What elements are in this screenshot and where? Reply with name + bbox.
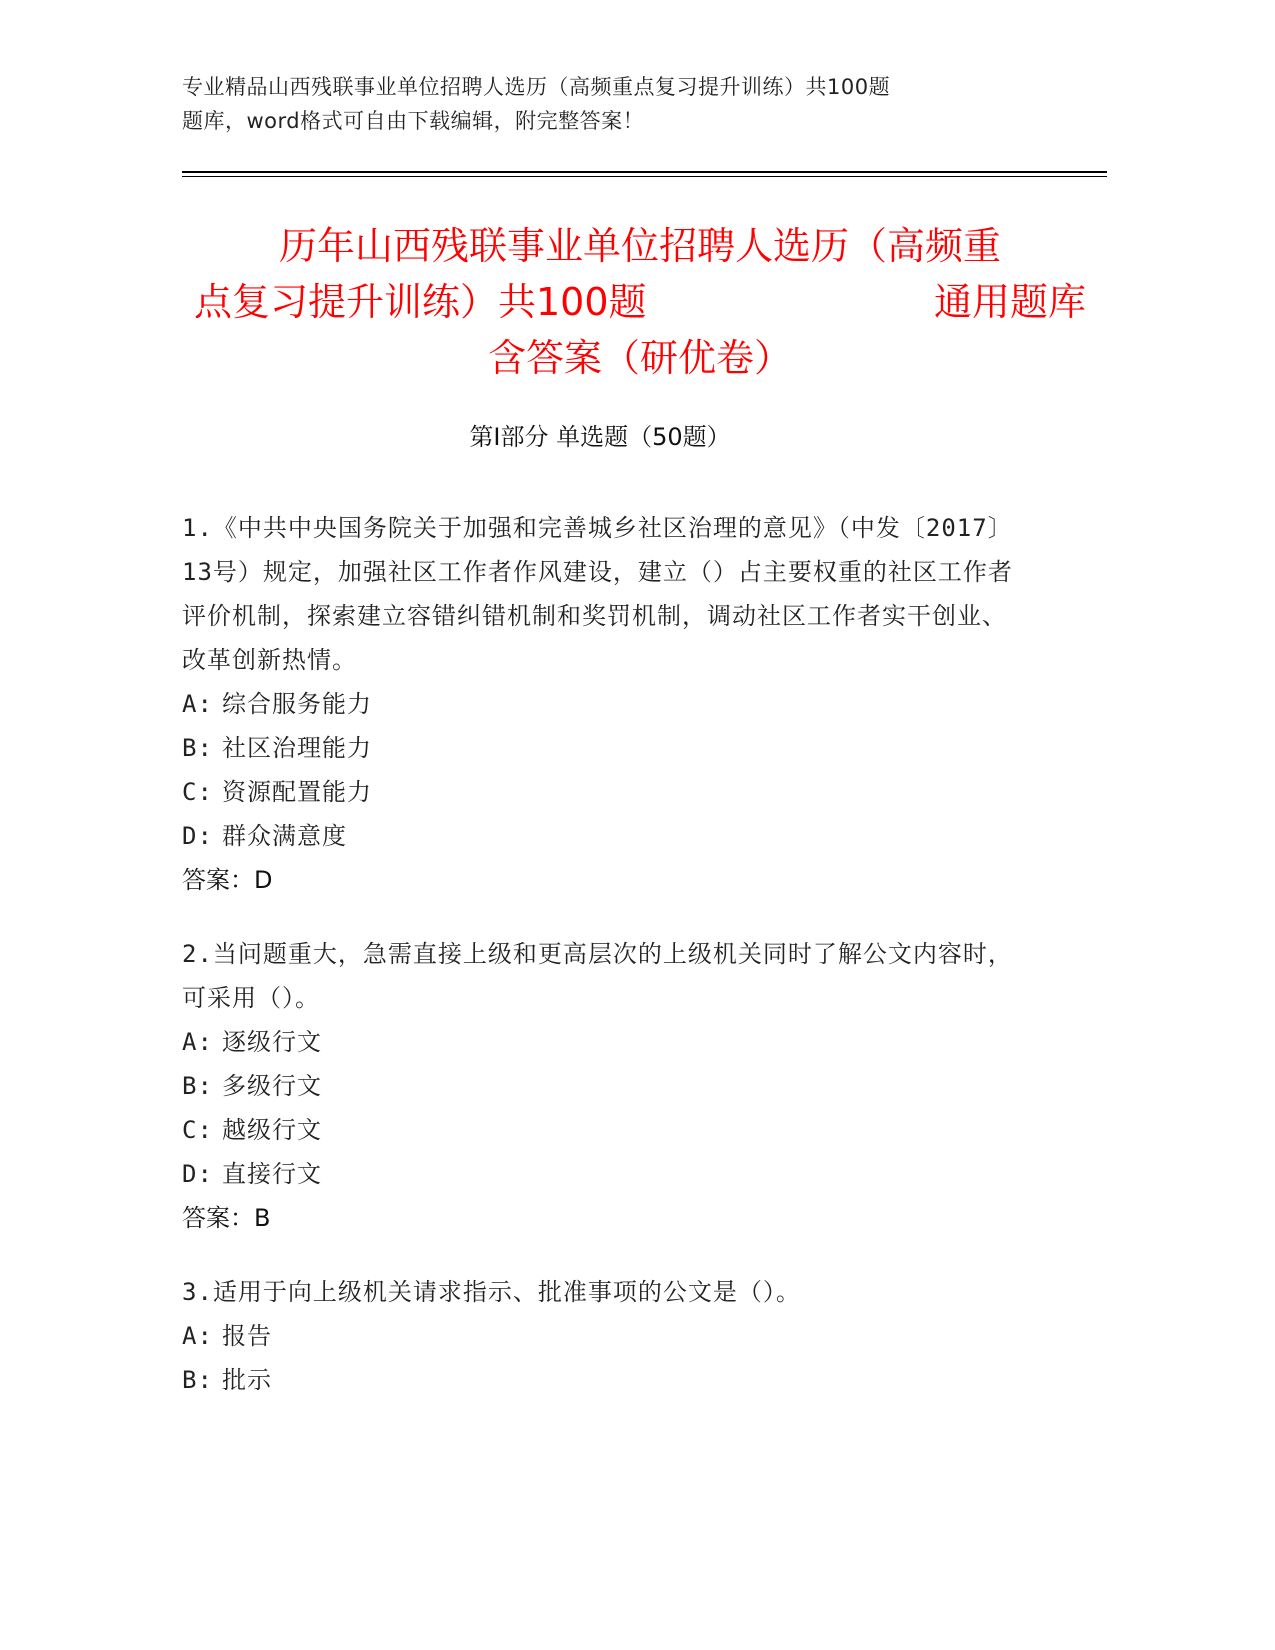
option-text: 越级行文	[222, 1116, 322, 1144]
option-text: 社区治理能力	[222, 734, 372, 762]
option-text: 直接行文	[222, 1160, 322, 1188]
title-line-1: 历年山西残联事业单位招聘人选历（高频重	[278, 224, 1001, 268]
answer-value: B	[254, 1204, 271, 1232]
header-note-line-2: 题库，word格式可自由下载编辑，附完整答案！	[182, 109, 645, 133]
answer-prefix: 答案：	[182, 1204, 254, 1232]
header-note-line-1: 专业精品山西残联事业单位招聘人选历（高频重点复习提升训练）共100题	[182, 75, 891, 99]
option-b	[182, 726, 1022, 770]
option-letter: A:	[182, 690, 213, 718]
option-d	[182, 814, 1022, 858]
option-text: 报告	[222, 1322, 272, 1350]
answer-prefix: 答案：	[182, 866, 254, 894]
option-a	[182, 1314, 1022, 1358]
option-a	[182, 682, 1022, 726]
option-letter: B:	[182, 1072, 213, 1100]
answer-line	[182, 1196, 1022, 1240]
option-letter: A:	[182, 1028, 213, 1056]
question-3	[182, 1270, 1022, 1402]
option-letter: C:	[182, 1116, 213, 1144]
option-letter: B:	[182, 734, 213, 762]
header-note	[182, 70, 982, 138]
section-heading: 第Ⅰ部分 单选题（50题）	[469, 423, 731, 451]
option-text: 逐级行文	[222, 1028, 322, 1056]
question-list	[182, 506, 1022, 1432]
option-c	[182, 1108, 1022, 1152]
question-1	[182, 506, 1022, 902]
title-line-2	[190, 274, 1090, 330]
question-stem: 1.《中共中央国务院关于加强和完善城乡社区治理的意见》（中发〔2017〕13号）规定，加强社区工作者作风建设，建立（）占主要权重的社区工作者评价机制，探索建立容错纠错机制和奖罚机制，调动社区工作者实干创业、改革创新热情。	[182, 514, 1013, 674]
option-a	[182, 1020, 1022, 1064]
option-c	[182, 770, 1022, 814]
option-letter: D:	[182, 822, 213, 850]
header-divider-thin	[182, 176, 1107, 177]
option-b	[182, 1358, 1022, 1402]
question-stem: 2.当问题重大，急需直接上级和更高层次的上级机关同时了解公文内容时，可采用（）。	[182, 940, 1013, 1012]
option-text: 多级行文	[222, 1072, 322, 1100]
option-text: 批示	[222, 1366, 272, 1394]
option-b	[182, 1064, 1022, 1108]
option-letter: C:	[182, 778, 213, 806]
question-stem: 3.适用于向上级机关请求指示、批准事项的公文是（）。	[182, 1278, 801, 1306]
option-text: 资源配置能力	[222, 778, 372, 806]
title-line-2-left: 点复习提升训练）共100题	[194, 280, 647, 324]
title-line-3: 含答案（研优卷）	[487, 336, 792, 380]
answer-value: D	[254, 866, 273, 894]
option-text: 群众满意度	[222, 822, 347, 850]
option-letter: D:	[182, 1160, 213, 1188]
document-title	[190, 218, 1090, 386]
answer-line	[182, 858, 1022, 902]
header-divider-thick	[182, 171, 1107, 173]
option-letter: B:	[182, 1366, 213, 1394]
option-text: 综合服务能力	[222, 690, 372, 718]
title-line-2-right: 通用题库	[933, 280, 1086, 324]
option-d	[182, 1152, 1022, 1196]
question-2	[182, 932, 1022, 1240]
option-letter: A:	[182, 1322, 213, 1350]
